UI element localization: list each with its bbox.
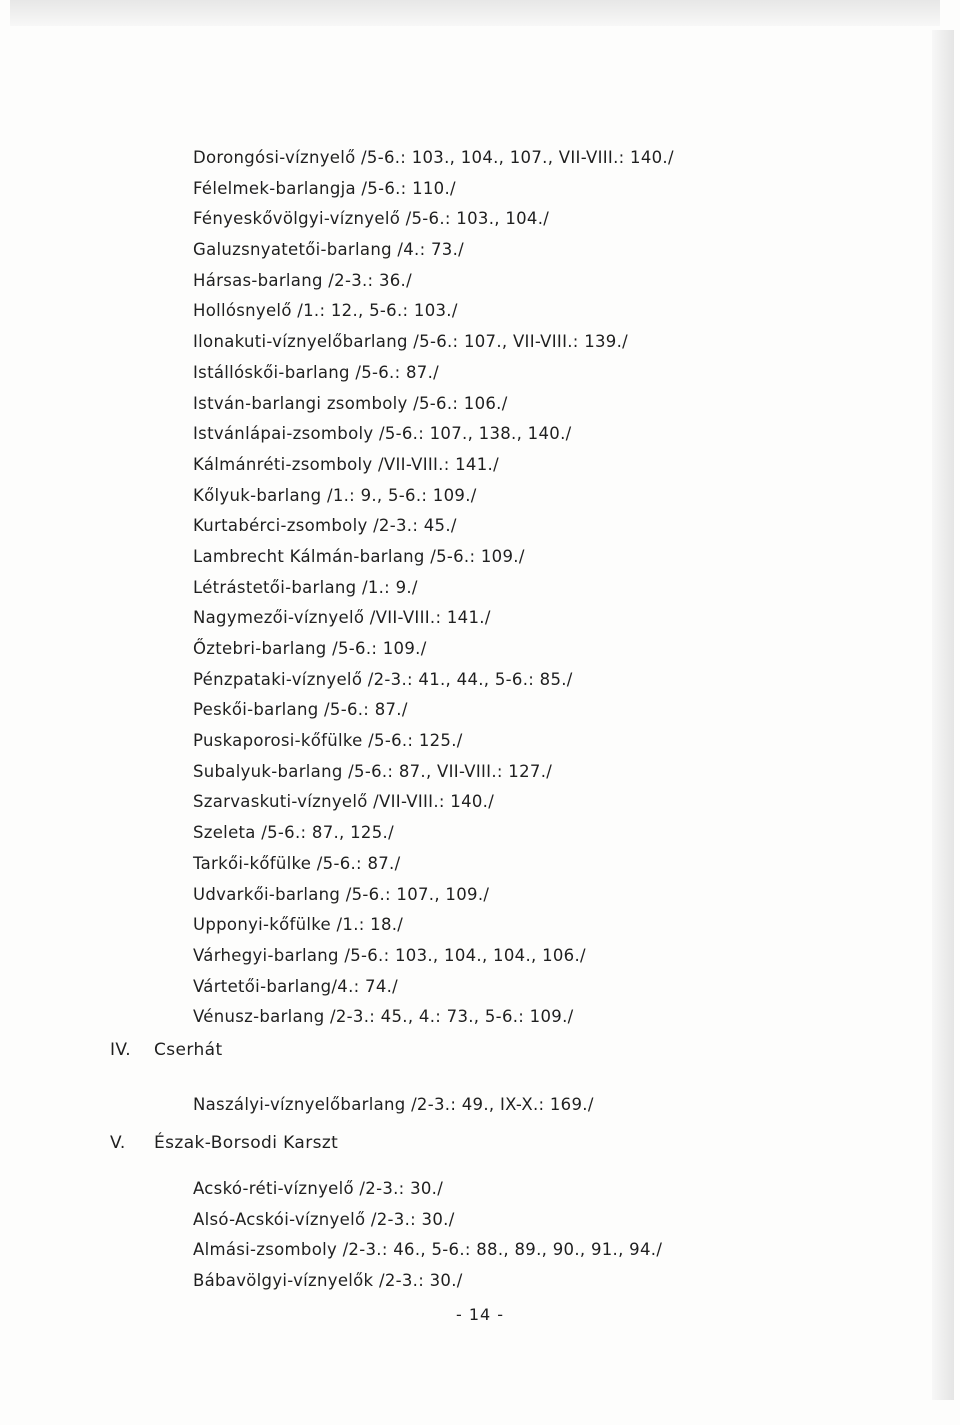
index-entry: Létrástetői-barlang /1.: 9./ <box>193 577 418 597</box>
index-entry: Naszályi-víznyelőbarlang /2-3.: 49., IX-X.: 169./ <box>193 1095 594 1114</box>
index-entry: Bábavölgyi-víznyelők /2-3.: 30./ <box>193 1270 463 1290</box>
index-entry: Őztebri-barlang /5-6.: 109./ <box>193 639 427 658</box>
index-entry: Tarkői-kőfülke /5-6.: 87./ <box>193 853 401 873</box>
index-entry: Kurtabérci-zsomboly /2-3.: 45./ <box>193 516 457 536</box>
region-number: IV. <box>110 1040 132 1060</box>
index-entry: Szarvaskuti-víznyelő /VII-VIII.: 140./ <box>193 792 495 812</box>
index-entry: Istállóskői-barlang /5-6.: 87./ <box>193 362 439 382</box>
index-entry: Ilonakuti-víznyelőbarlang /5-6.: 107., VII-VIII.: 139./ <box>193 332 629 352</box>
index-entry: Almási-zsomboly /2-3.: 46., 5-6.: 88., 89., 90., 91., 94./ <box>193 1240 663 1259</box>
cave-index-list-top <box>193 143 913 1033</box>
index-entry: Vártetői-barlang/4.: 74./ <box>193 976 399 996</box>
index-entry: Acskó-réti-víznyelő /2-3.: 30./ <box>193 1179 444 1198</box>
scan-shadow-right <box>932 30 954 1400</box>
index-entry: István-barlangi zsomboly /5-6.: 106./ <box>193 393 508 413</box>
index-entry: Alsó-Acskói-víznyelő /2-3.: 30./ <box>193 1209 455 1229</box>
index-entry: Subalyuk-barlang /5-6.: 87., VII-VIII.: 127./ <box>193 761 553 781</box>
index-entry: Istvánlápai-zsomboly /5-6.: 107., 138., 140./ <box>193 424 572 444</box>
index-entry: Szeleta /5-6.: 87., 125./ <box>193 823 394 843</box>
index-entry: Lambrecht Kálmán-barlang /5-6.: 109./ <box>193 546 525 566</box>
index-entry: Upponyi-kőfülke /1.: 18./ <box>193 915 404 935</box>
index-entry: Kőlyuk-barlang /1.: 9., 5-6.: 109./ <box>193 485 477 505</box>
region-number: V. <box>110 1133 126 1153</box>
index-entry: Galuzsnyatetői-barlang /4.: 73./ <box>193 240 464 260</box>
index-entry: Vénusz-barlang /2-3.: 45., 4.: 73., 5-6.: 109./ <box>193 1007 574 1027</box>
index-entry: Puskaporosi-kőfülke /5-6.: 125./ <box>193 731 463 751</box>
index-entry: Hársas-barlang /2-3.: 36./ <box>193 270 412 290</box>
region-heading-cserhat <box>110 1040 223 1060</box>
index-entry: Kálmánréti-zsomboly /VII-VIII.: 141./ <box>193 454 499 474</box>
index-entry: Peskői-barlang /5-6.: 87./ <box>193 700 408 720</box>
region-name: Észak-Borsodi Karszt <box>154 1133 339 1153</box>
index-entry: Udvarkői-barlang /5-6.: 107., 109./ <box>193 884 490 904</box>
scan-shadow-top <box>10 0 940 26</box>
cave-index-list-cserhat <box>193 1090 913 1121</box>
index-entry: Pénzpataki-víznyelő /2-3.: 41., 44., 5-6.: 85./ <box>193 669 573 689</box>
index-entry: Várhegyi-barlang /5-6.: 103., 104., 104., 106./ <box>193 945 586 965</box>
index-entry: Fényeskővölgyi-víznyelő /5-6.: 103., 104./ <box>193 209 550 229</box>
cave-index-list-eszak-borsodi <box>193 1174 913 1296</box>
region-name: Cserhát <box>154 1040 223 1060</box>
index-entry: Dorongósi-víznyelő /5-6.: 103., 104., 107., VII-VIII.: 140./ <box>193 148 674 167</box>
index-entry: Félelmek-barlangja /5-6.: 110./ <box>193 178 456 198</box>
index-entry: Nagymezői-víznyelő /VII-VIII.: 141./ <box>193 608 491 628</box>
region-heading-eszak-borsodi-karszt <box>110 1133 338 1153</box>
index-entry: Hollósnyelő /1.: 12., 5-6.: 103./ <box>193 301 458 321</box>
page-number: - 14 - <box>455 1305 505 1324</box>
